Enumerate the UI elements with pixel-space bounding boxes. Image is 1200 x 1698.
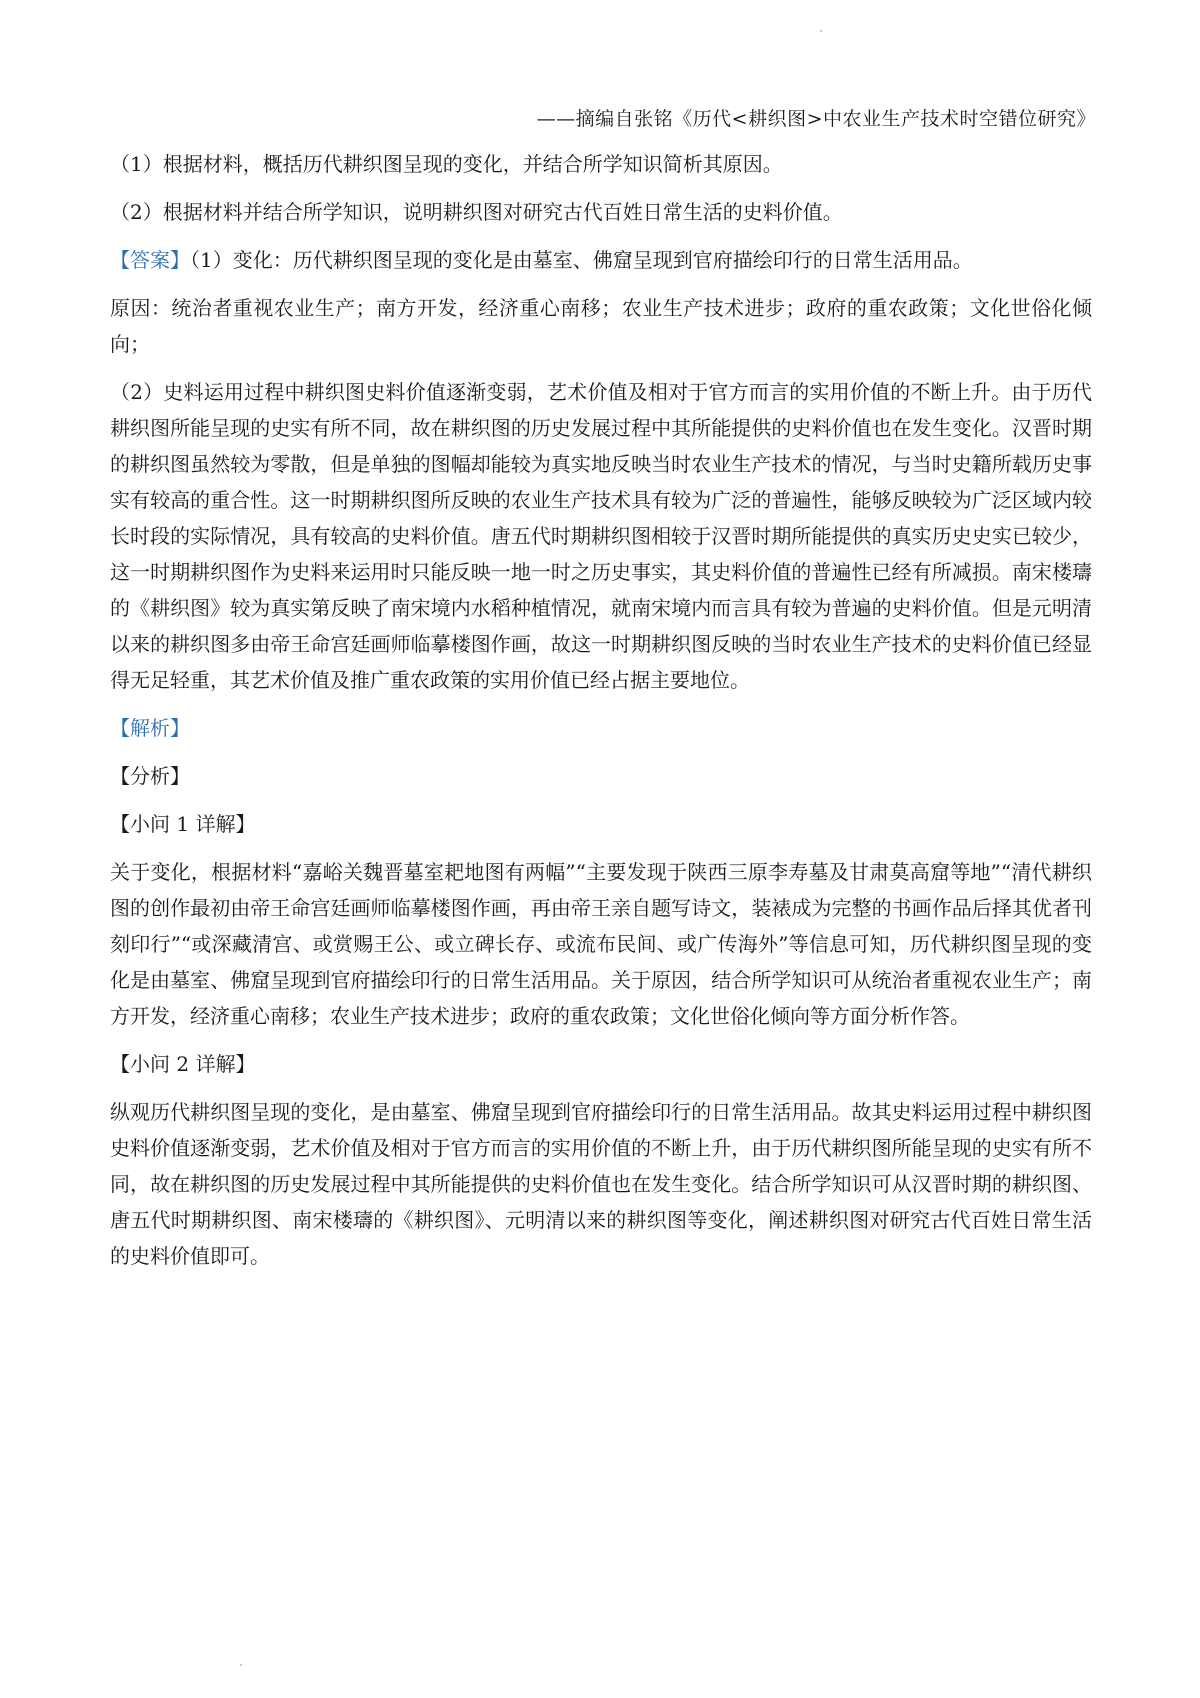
document-body [110, 146, 1092, 1286]
answer-part2: （2）史料运用过程中耕织图史料价值逐渐变弱，艺术价值及相对于官方而言的实用价值的不断上升。由于历代耕织图所能呈现的史实有所不同，故在耕织图的历史发展过程中其所能提供的史料价值也在发生变化。汉晋时期的耕织图虽然较为零散，但是单独的图幅却能较为真实地反映当时农业生产技术的情况，与当时史籍所载历史事实有较高的重合性。这一时期耕织图所反映的农业生产技术具有较为广泛的普遍性，能够反映较为广泛区域内较长时段的实际情况，具有较高的史料价值。唐五代时期耕织图相较于汉晋时期所能提供的真实历史史实已较少，这一时期耕织图作为史料来运用时只能反映一地一时之历史事实，其史料价值的普遍性已经有所减损。南宋楼璹的《耕织图》较为真实第反映了南宋境内水稻种植情况，就南宋境内而言具有较为普遍的史料价值。但是元明清以来的耕织图多由帝王命宫廷画师临摹楼图作画，故这一时期耕织图反映的当时农业生产技术的史料价值已经显得无足轻重，其艺术价值及推广重农政策的实用价值已经占据主要地位。 [110, 380, 1092, 692]
answer-part1-reason: 原因：统治者重视农业生产；南方开发，经济重心南移；农业生产技术进步；政府的重农政策；文化世俗化倾向； [110, 296, 1092, 356]
answer-part1-change-text: （1）变化：历代耕织图呈现的变化是由墓室、佛窟呈现到官府描绘印行的日常生活用品。 [190, 248, 973, 272]
answer-tag: 【答案】 [110, 248, 190, 272]
scan-dot [240, 1664, 242, 1666]
subquestion-1-title: 【小问 1 详解】 [110, 812, 256, 836]
subquestion-1-text: 关于变化，根据材料“嘉峪关魏晋墓室耙地图有两幅”“主要发现于陕西三原李寿墓及甘肃莫高窟等地”“清代耕织图的创作最初由帝王命宫廷画师临摹楼图作画，再由帝王亲自题写诗文，装裱成为完整的书画作品后择其优者刊刻印行”“或深藏清宫、或赏赐王公、或立碑长存、或流布民间、或广传海外”等信息可知，历代耕织图呈现的变化是由墓室、佛窟呈现到官府描绘印行的日常生活用品。关于原因，结合所学知识可从统治者重视农业生产；南方开发，经济重心南移；农业生产技术进步；政府的重农政策；文化世俗化倾向等方面分析作答。 [110, 860, 1092, 1028]
analysis-tag: 【解析】 [110, 716, 190, 740]
material-source: ——摘编自张铭《历代<耕织图>中农业生产技术时空错位研究》 [536, 108, 1096, 130]
analysis-fenxi: 【分析】 [110, 764, 190, 788]
subquestion-2-title: 【小问 2 详解】 [110, 1052, 256, 1076]
question-1: （1）根据材料，概括历代耕织图呈现的变化，并结合所学知识简析其原因。 [110, 152, 783, 176]
scan-dot [820, 30, 822, 32]
subquestion-2-text: 纵观历代耕织图呈现的变化，是由墓室、佛窟呈现到官府描绘印行的日常生活用品。故其史料运用过程中耕织图史料价值逐渐变弱，艺术价值及相对于官方而言的实用价值的不断上升，由于历代耕织图所能呈现的史实有所不同，故在耕织图的历史发展过程中其所能提供的史料价值也在发生变化。结合所学知识可从汉晋时期的耕织图、唐五代时期耕织图、南宋楼璹的《耕织图》、元明清以来的耕织图等变化，阐述耕织图对研究古代百姓日常生活的史料价值即可。 [110, 1100, 1092, 1268]
answer-part1-change [110, 242, 1092, 278]
question-2: （2）根据材料并结合所学知识，说明耕织图对研究古代百姓日常生活的史料价值。 [110, 200, 843, 224]
